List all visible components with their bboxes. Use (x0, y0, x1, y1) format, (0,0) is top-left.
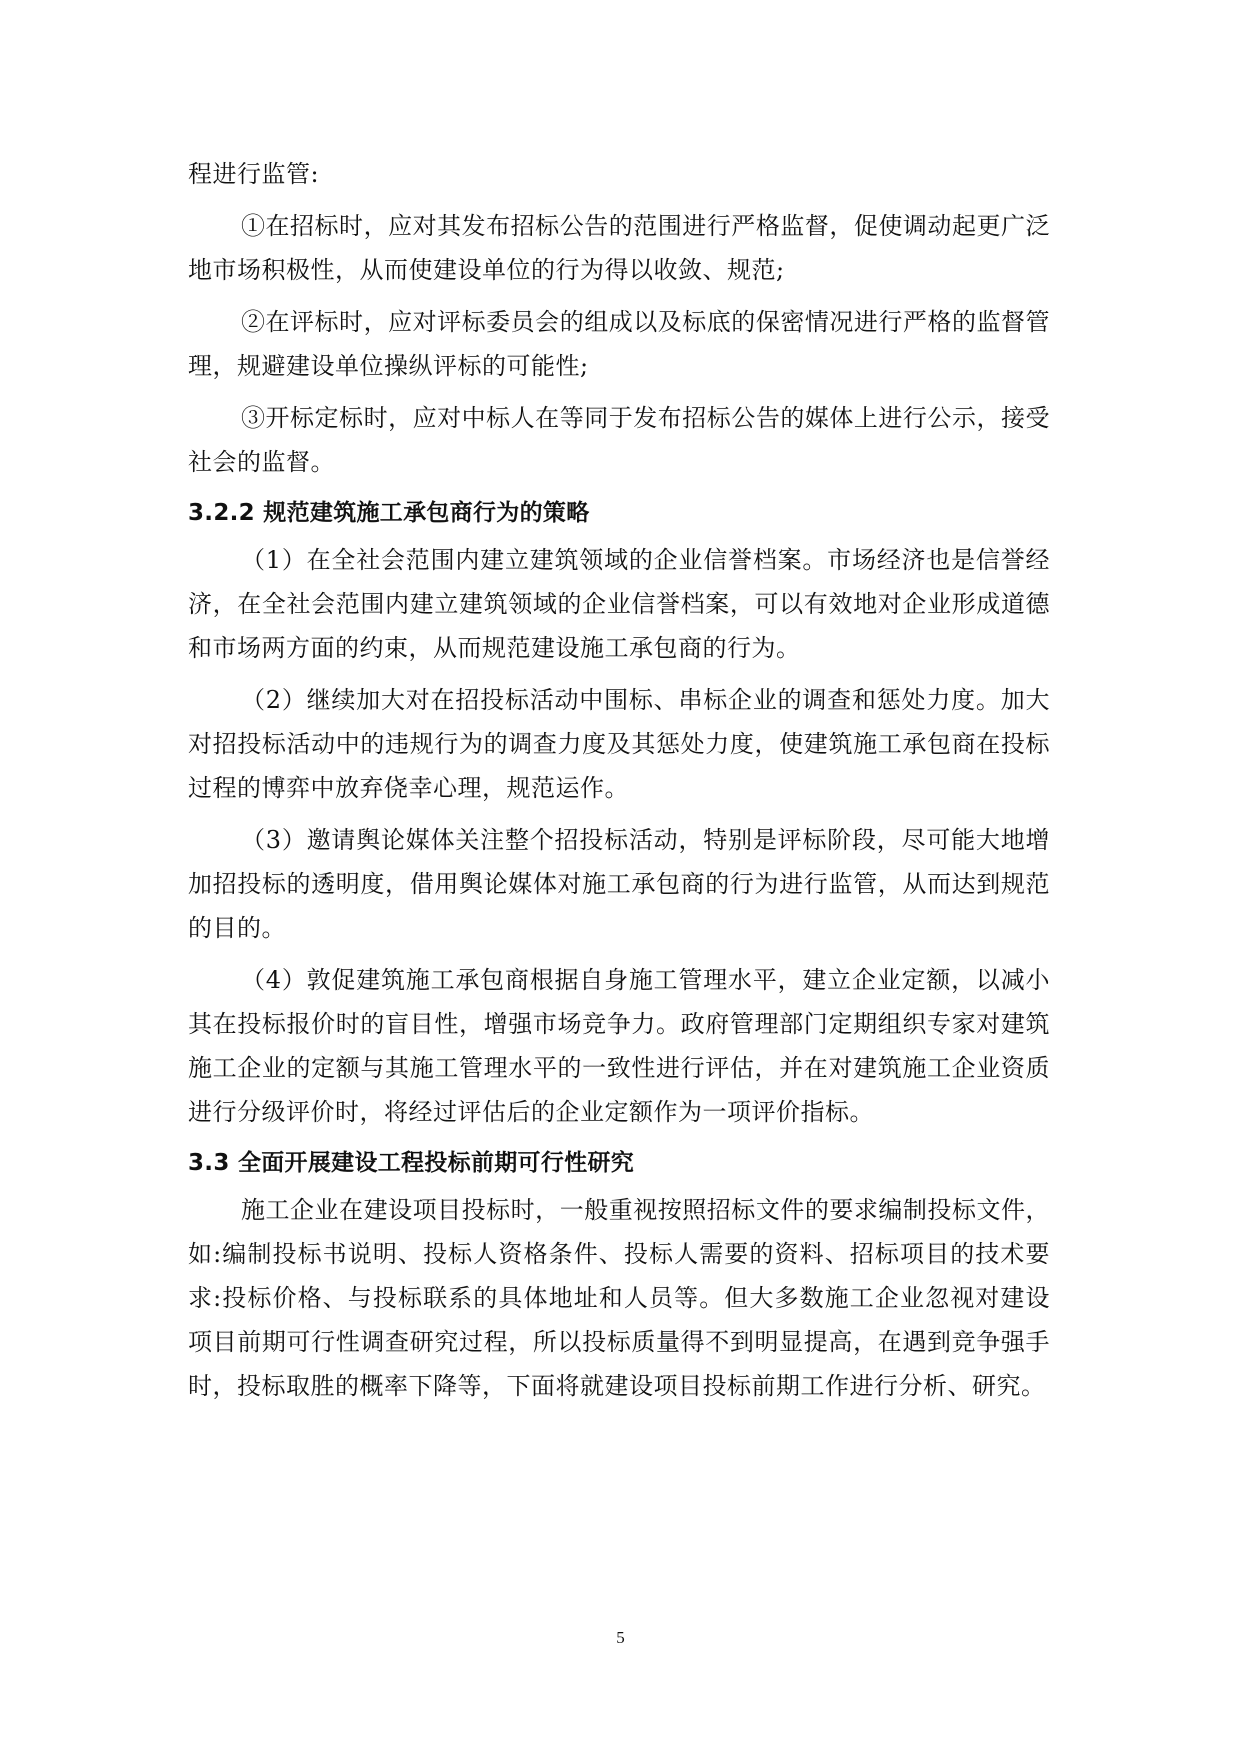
paragraph-item-3: ③开标定标时，应对中标人在等同于发布招标公告的媒体上进行公示，接受社会的监督。 (188, 404, 1050, 476)
paragraph-strategy-2: （2）继续加大对在招投标活动中围标、串标企业的调查和惩处力度。加大对招投标活动中的违规行为的调查力度及其惩处力度，使建筑施工承包商在投标过程的博弈中放弃侥幸心理，规范运作。 (188, 686, 1050, 802)
paragraph-strategy-1: （1）在全社会范围内建立建筑领域的企业信誉档案。市场经济也是信誉经济，在全社会范围内建立建筑领域的企业信誉档案，可以有效地对企业形成道德和市场两方面的约束，从而规范建设施工承包商的行为。 (188, 546, 1050, 662)
paragraph-strategy-3: （3）邀请舆论媒体关注整个招投标活动，特别是评标阶段，尽可能大地增加招投标的透明度，借用舆论媒体对施工承包商的行为进行监管，从而达到规范的目的。 (188, 826, 1050, 942)
page-number: 5 (616, 1628, 625, 1647)
paragraph-item-1: ①在招标时，应对其发布招标公告的范围进行严格监督，促使调动起更广泛地市场积极性，从而使建设单位的行为得以收敛、规范; (188, 212, 1050, 284)
section-heading-3-3: 3.3 全面开展建设工程投标前期可行性研究 (188, 1150, 635, 1176)
paragraph-item-2: ②在评标时，应对评标委员会的组成以及标底的保密情况进行严格的监督管理，规避建设单位操纵评标的可能性; (188, 308, 1050, 380)
paragraph-strategy-4: （4）敦促建筑施工承包商根据自身施工管理水平，建立企业定额，以减小其在投标报价时的盲目性，增强市场竞争力。政府管理部门定期组织专家对建筑施工企业的定额与其施工管理水平的一致性进行评估，并在对建筑施工企业资质进行分级评价时，将经过评估后的企业定额作为一项评价指标。 (188, 966, 1050, 1126)
paragraph-feasibility: 施工企业在建设项目投标时，一般重视按照招标文件的要求编制投标文件，如:编制投标书说明、投标人资格条件、投标人需要的资料、招标项目的技术要求:投标价格、与投标联系的具体地址和人员等。但大多数施工企业忽视对建设项目前期可行性调查研究过程，所以投标质量得不到明显提高，在遇到竞争强手时，投标取胜的概率下降等，下面将就建设项目投标前期工作进行分析、研究。 (188, 1196, 1050, 1400)
page-content (188, 152, 1050, 1408)
paragraph-continuation: 程进行监管: (188, 160, 320, 188)
section-heading-3-2-2: 3.2.2 规范建筑施工承包商行为的策略 (188, 500, 590, 526)
